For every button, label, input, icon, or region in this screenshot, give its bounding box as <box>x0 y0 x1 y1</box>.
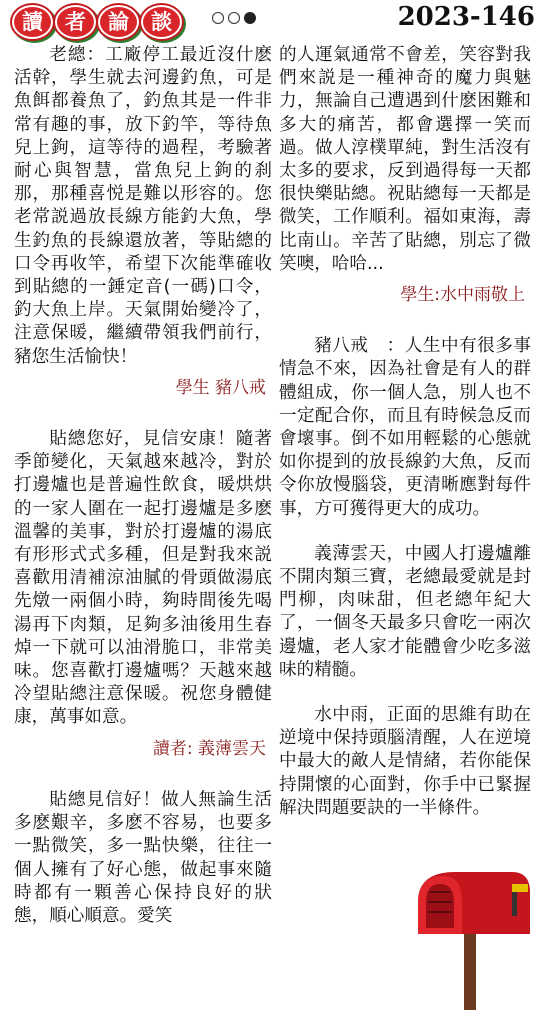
letter-paragraph: 貼總您好，見信安康！隨著季節變化，天氣越來越冷，對於打邊爐也是普遍性飲食，暖烘烘的一家人圍在一起打邊爐是多麽溫馨的美事，對於打邊爐的湯底有形形式式多種，但是對我來説喜歡用清補涼油膩的骨頭做湯底先燉一兩個小時，夠時間後先喝湯再下肉類，足夠多油後用生春焯一下就可以油滑脆口，非常美味。您喜歡打邊爐嗎？天越來越冷望貼總注意保暖。祝您身體健康，萬事如意。 <box>14 429 272 728</box>
circle-icon <box>228 12 240 24</box>
letter-signature: 讀者: 義薄雲天 <box>152 738 266 759</box>
letter-paragraph: 老總：工廠停工最近沒什麽活幹，學生就去河邊釣魚，可是魚餌都養魚了，釣魚其是一件非常有趣的事，放下釣竿，等待魚兒上鉤，這等待的過程，考驗著耐心與智慧，當魚兒上鉤的刹那，那種喜悦是難以形容的。您老常説過放長線方能釣大魚，學生釣魚的長線還放著，等貼總的口令再收竿，希望下次能準確收到貼總的一錘定音(一碼)口令，釣大魚上岸。天氣開始變冷了，注意保暖，繼續帶領我們前行，豬您生活愉快！ <box>14 45 272 367</box>
letter-signature: 學生:水中雨敬上 <box>400 285 525 306</box>
letter-paragraph: 貼總見信好！做人無論生活多麽艱辛，多麽不容易，也要多一點微笑，多一點快樂，往往一個人擁有了好心態，做起事來隨時都有一顆善心保持良好的狀態，順心順意。愛笑 <box>14 789 272 926</box>
circle-icon <box>212 12 224 24</box>
issue-code: 2023-146 <box>397 2 535 32</box>
title-badge: 者 <box>55 5 96 39</box>
title-badge: 讀 <box>12 5 53 39</box>
column-title-badges <box>12 5 182 39</box>
letter-paragraph-continued: 的人運氣通常不會差，笑容對我們來説是一種神奇的魔力與魅力，無論自己遭遇到什麽困難和多大的痛苦，都會選擇一笑而過。做人淳樸單純，對生活沒有太多的要求，反到過得每一天都很快樂貼總。祝貼總每一天都是微笑，工作順利。福如東海，壽比南山。辛苦了貼總，別忘了微笑噢，哈哈... <box>279 45 531 274</box>
left-column <box>14 44 272 928</box>
header <box>0 0 545 38</box>
filled-circle-icon <box>244 12 256 24</box>
decorative-dots <box>212 12 256 24</box>
reply-paragraph: 義薄雲天，中國人打邊爐離不開肉類三寶，老總最愛就是封門柳，肉味甜，但老總年紀大了，一個冬天最多只會吃一兩次邊爐，老人家才能體會少吃多滋味的精髓。 <box>279 543 531 680</box>
reply-paragraph: 豬八戒 ：人生中有很多事情急不來，因為社會是有人的群體組成，你一個人急，別人也不一定配合你，而且有時候急反而會壞事。倒不如用輕鬆的心態就如你提到的放長線釣大魚，反而令你放慢腦袋，更清晰應對每件事，方可獲得更大的成功。 <box>279 336 531 519</box>
reply-paragraph: 水中雨，正面的思維有助在逆境中保持頭腦清醒，人在逆境中最大的敵人是情緒，若你能保持開懷的心面對，你手中已緊握解決問題要訣的一半條件。 <box>279 705 531 818</box>
right-column <box>279 44 531 820</box>
letter-signature: 學生 豬八戒 <box>175 377 266 398</box>
title-badge: 談 <box>141 5 182 39</box>
title-badge: 論 <box>98 5 139 39</box>
mailbox-illustration <box>400 862 540 1012</box>
